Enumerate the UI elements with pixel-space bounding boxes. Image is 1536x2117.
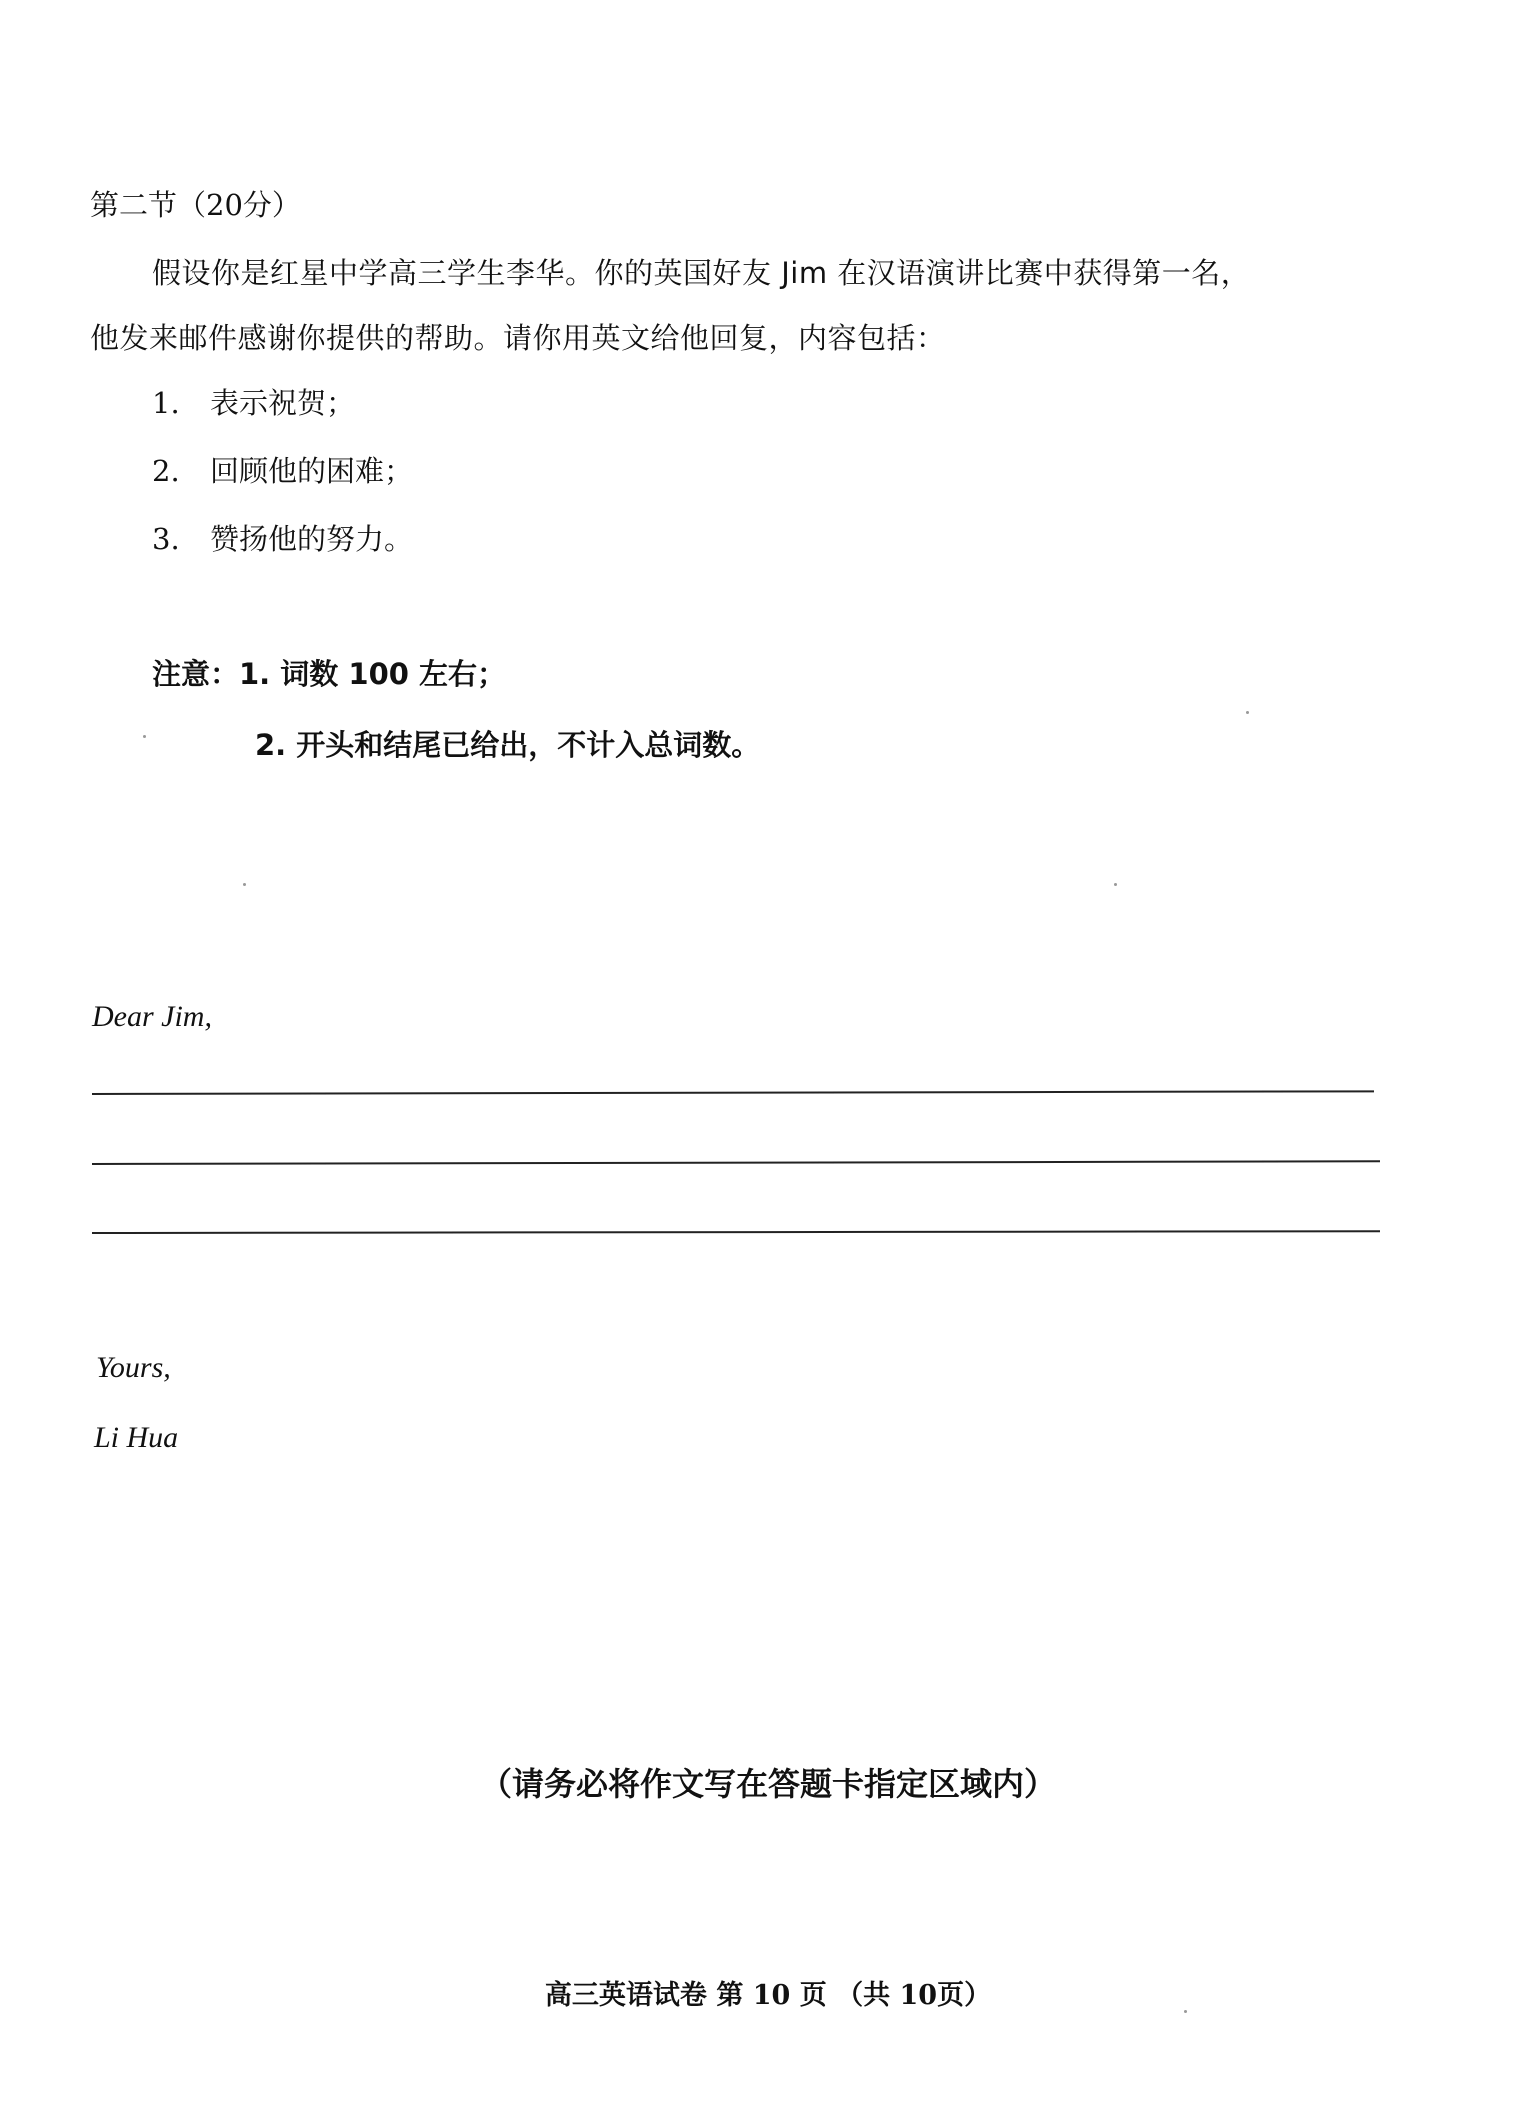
- answer-sheet-reminder: （请务必将作文写在答题卡指定区域内）: [479, 1765, 1056, 1803]
- item-number: 1.: [152, 386, 180, 420]
- prompt-line-2: 他发来邮件感谢你提供的帮助。请你用英文给他回复，内容包括：: [90, 321, 946, 355]
- item-number: 2.: [152, 454, 180, 488]
- note-line-1: 注意：1. 词数 100 左右；: [152, 657, 507, 691]
- content-item: [152, 449, 413, 490]
- letter-signature: Li Hua: [94, 1421, 179, 1454]
- scan-speck: [143, 735, 146, 738]
- scan-speck: [1184, 2010, 1187, 2013]
- page-footer: 高三英语试卷 第 10 页 （共 10页）: [544, 1980, 992, 2011]
- item-number: 3.: [152, 522, 180, 556]
- prompt-line-1: 假设你是红星中学高三学生李华。你的英国好友 Jim 在汉语演讲比赛中获得第一名，: [152, 256, 1251, 290]
- item-text: 赞扬他的努力。: [210, 522, 414, 556]
- content-item: [152, 517, 413, 558]
- writing-line[interactable]: [92, 1160, 1380, 1165]
- note-line-2: 2. 开头和结尾已给出，不计入总词数。: [255, 728, 761, 762]
- writing-line[interactable]: [92, 1230, 1380, 1234]
- section-title: 第二节（20分）: [90, 188, 301, 222]
- letter-closing: Yours,: [96, 1351, 171, 1384]
- letter-salutation: Dear Jim,: [92, 1000, 212, 1033]
- scan-speck: [1114, 883, 1117, 886]
- item-text: 表示祝贺；: [210, 386, 356, 420]
- scan-speck: [1246, 711, 1249, 714]
- item-text: 回顾他的困难；: [210, 454, 414, 488]
- scan-speck: [243, 883, 246, 886]
- writing-line[interactable]: [92, 1090, 1374, 1095]
- content-item: [152, 381, 355, 422]
